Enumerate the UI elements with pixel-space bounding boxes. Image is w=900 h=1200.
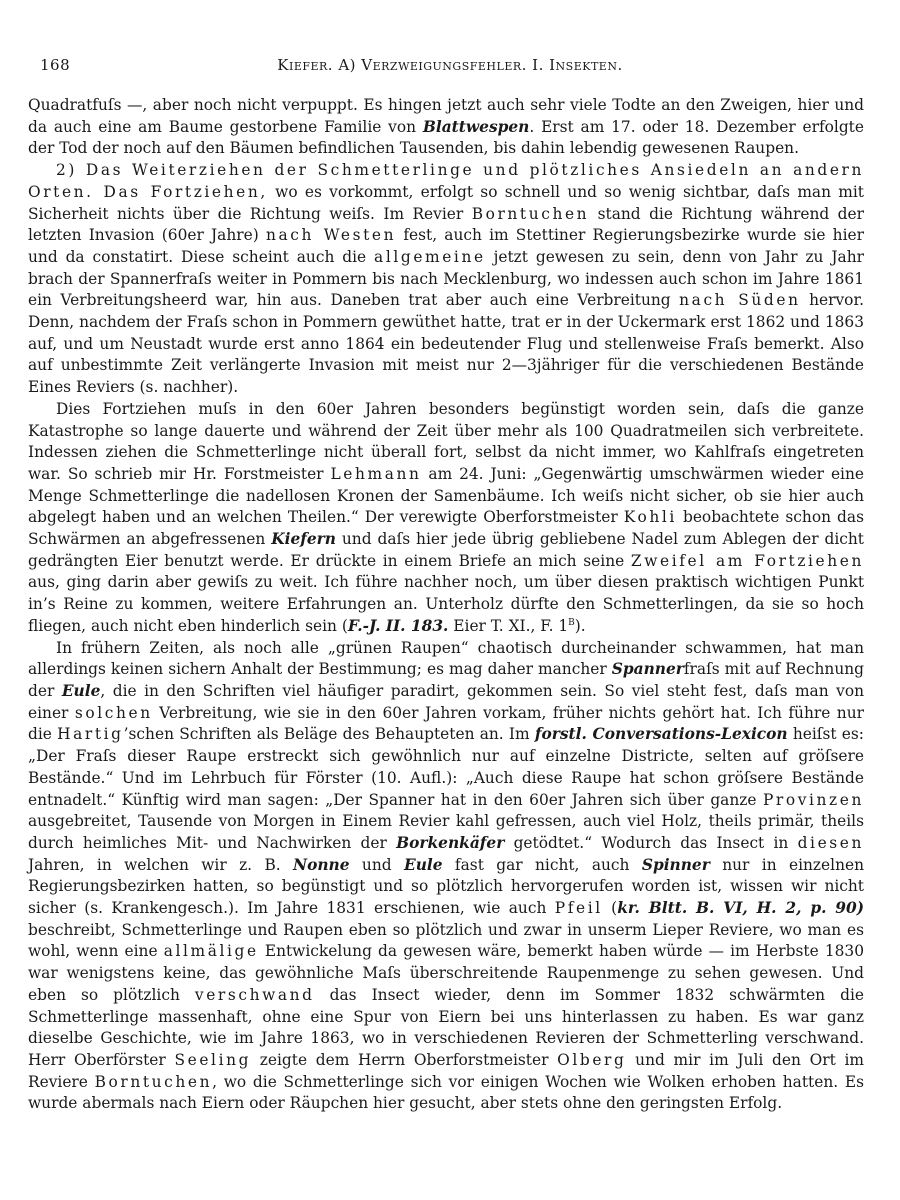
spaced-text: Pfeil [554, 899, 603, 918]
emphasis: Nonne [293, 855, 350, 874]
text-run: Quadratfuſs —, aber noch nicht verpuppt. Es hingen jetzt auch sehr viele Todte an den Zweigen, hier und da auch eine am Baume gestorbene Familie von [28, 96, 864, 136]
text-run: Eier T. XI., F. 1 [448, 616, 569, 635]
text-run: , die in den Schriften viel häufiger paradirt, gekommen sein. So viel steht fest, daſs man von einer [28, 681, 864, 722]
emphasis: Blattwespen [422, 117, 530, 136]
text-run: ). [574, 616, 586, 635]
text-run: heiſst es: „Der Fraſs dieser Raupe erstreckt sich gewöhnlich nur auf einzelne Districte, selten auf gröſsere Bestände.“ Und im Lehrbuch für Förster (10. Aufl.): „Auch diese Raupe hat schon gröſsere Bestände entnadelt.“ Künftig wird man sagen: „Der Spanner hat in den 60er Jahren sich über ganze [28, 725, 864, 809]
emphasis: Kiefern [271, 530, 336, 549]
body-text [28, 95, 864, 1115]
spaced-text: Provinzen [762, 790, 864, 809]
running-title: Kiefer. A) Verzweigungsfehler. I. Insekten. [277, 56, 623, 74]
text-run: fest, auch im Stettiner Regierungsbezirke wurde sie hier und da constatirt. Diese scheint auch die [28, 226, 864, 266]
text-run: aus, ging darin aber gewiſs zu weit. Ich führe nachher noch, um über diesen praktisch wichtigen Punkt in’s Reine zu kommen, weitere Erfahrungen an. Unterholz dürfte den Schmetterlingen, da sie so hoch fliegen, auch nicht eben hinderlich sein ( [28, 573, 864, 635]
text-run: das Insect wieder, denn im Sommer 1832 schwärmten die Schmetterlinge massenhaft, ohne eine Spur von Eiern bei uns hinterlassen zu haben. Es war ganz dieselbe Geschichte, wie im Jahre 1863, wo in verschiedenen Revieren der Schmetterling verschwand. Herr Oberförster [28, 985, 864, 1069]
text-run: getödtet.“ Wodurch das Insect in [504, 833, 798, 852]
spaced-text: verschwand [194, 985, 315, 1004]
emphasis: Eule [61, 681, 101, 700]
spaced-text: diesen [797, 833, 864, 852]
text-run: und [349, 855, 404, 874]
spaced-text: Olberg [557, 1050, 627, 1069]
text-run: In frühern Zeiten, als noch alle „grünen Raupen“ chaotisch durcheinander schwammen, hat man allerdings keinen sichern Anhalt der Bestimmung; es mag daher mancher [28, 638, 864, 679]
spaced-text: Kohli [623, 508, 677, 527]
emphasis: Eule [403, 855, 443, 874]
spaced-text: nach Westen [265, 226, 397, 245]
spaced-text: 2) Das Weiterziehen der Schmetterlinge und plötzliches Ansiedeln an andern Orten. Das Fortziehen, [28, 161, 864, 201]
spaced-text: solchen [74, 703, 153, 722]
text-run: ( [602, 899, 618, 918]
superscript: B [568, 617, 575, 628]
text-run: Jahren, in welchen wir z. B. [28, 855, 294, 874]
emphasis: kr. Bltt. B. VI, H. 2, p. 90) [617, 899, 864, 918]
spaced-text: allmälige [163, 942, 259, 961]
emphasis: F.-J. II. 183. [347, 616, 449, 635]
text-run: Entwickelung da gewesen wäre, bemerkt haben würde — im Herbste 1830 war wenigstens keine, das gewöhnliche Maſs überschreitende Raupenmenge zu sehen gewesen. Und eben so plötzlich [28, 942, 864, 1004]
text-run: , wo die Schmetterlinge sich vor einigen Wochen wie Wolken erhoben hatten. Es wurde abermals nach Eiern oder Räupchen hier gesucht, aber stets ohne den geringsten Erfolg. [28, 1072, 864, 1113]
text-run: fraſs mit auf Rechnung der [28, 660, 864, 700]
spaced-text: allgemeine [374, 247, 486, 266]
text-run: und daſs hier jede übrig gebliebene Nadel zum Ablegen der dicht gedrängten Eier benutzt werde. Er drückte in einem Briefe an mich seine [28, 530, 864, 570]
paragraph-3 [28, 399, 864, 638]
page-number: 168 [40, 56, 71, 74]
text-run: hervor. Denn, nachdem der Fraſs schon in Pommern gewüthet hatte, trat er in der Uckermark erst 1862 und 1863 auf, und um Neustadt wurde erst anno 1864 ein bedeutender Flug und stellenweise Fraſs bemerkt. Also auf unbestimmte Zeit verlängerte Invasion mit meist nur 2—3jähriger für die verschiedenen Bestände Eines Reviers (s. nachher). [28, 291, 864, 397]
spaced-text: Seeling [174, 1050, 252, 1069]
text-run: Dies Fortziehen muſs in den 60er Jahren besonders begünstigt worden sein, daſs die ganze Katastrophe so lange dauerte und während der Zeit über mehr als 100 Quadratmeilen sich verbreitete. Indessen ziehen die Schmetterlinge nicht überall fort, selbst da nicht immer, wo Kahlfraſs eingetreten war. So schrieb mir Hr. Forstmeister [28, 399, 864, 483]
spaced-text: Borntuchen [94, 1072, 213, 1091]
paragraph-4 [28, 638, 864, 1115]
emphasis: Borkenkäfer [396, 833, 505, 852]
spaced-text: Borntuchen [471, 204, 590, 223]
text-run: wo es vorkommt, erfolgt so schnell und so wenig sichtbar, daſs man mit Sicherheit nichts über die Richtung weiſs. Im Revier [28, 182, 864, 223]
text-run: fast gar nicht, auch [442, 855, 642, 874]
emphasis: Spanner [611, 660, 684, 679]
spaced-text: nach Süden [679, 291, 801, 310]
text-run: beobachtete schon das Schwärmen an abgefressenen [28, 508, 864, 549]
emphasis: Spinner [641, 855, 710, 874]
text-run: stand die Richtung während der letzten Invasion (60er Jahre) [28, 204, 864, 245]
text-run: . Erst am 17. oder 18. Dezember erfolgte der Tod der noch auf den Bäumen befindlichen Tausenden, bis dahin lebendig gewesenen Raupen. [28, 117, 864, 158]
text-run: beschreibt, Schmetterlinge und Raupen eben so plötzlich und zwar in unserm Lieper Reviere, wo man es wohl, wenn eine [28, 920, 864, 961]
text-run: ’schen Schriften als Beläge des Behaupteten an. Im [123, 725, 535, 744]
emphasis: forstl. Conversations-Lexicon [534, 725, 788, 744]
spaced-text: Hartig [57, 725, 124, 744]
paragraph-2 [28, 160, 864, 399]
text-run: am 24. Juni: „Gegenwärtig umschwärmen wieder eine Menge Schmetterlinge die nadellosen Kronen der Samenbäume. Ich weiſs nicht sicher, ob sie hier auch abgelegt haben und an welchen Theilen.“ Der verewigte Oberforstmeister [28, 464, 864, 527]
running-head [40, 56, 860, 80]
text-run: Verbreitung, wie sie in den 60er Jahren vorkam, früher nichts gehört hat. Ich führe nur die [28, 703, 864, 744]
paragraph-1 [28, 95, 864, 160]
text-run: ausgebreitet, Tausende von Morgen in Einem Revier kahl gefressen, auch viel Holz, theils primär, theils durch heimliches Mit- und Nachwirken der [28, 812, 864, 852]
spaced-text: Zweifel am Fortziehen [630, 551, 864, 570]
text-run: jetzt gewesen zu sein, denn von Jahr zu Jahr brach der Spannerfraſs weiter in Pommern bis nach Mecklenburg, wo indessen auch schon im Jahre 1861 ein Verbreitungsheerd war, hin aus. Daneben trat aber auch eine Verbreitung [28, 247, 864, 310]
spaced-text: Lehmann [330, 464, 422, 483]
text-run: zeigte dem Herrn Oberforstmeister [251, 1050, 558, 1069]
text-run: und mir im Juli den Ort im Reviere [28, 1050, 864, 1091]
text-run: nur in einzelnen Regierungsbezirken hatten, so begünstigt und so plötzlich hervorgerufen worden ist, wissen wir nicht sicher (s. Krankengesch.). Im Jahre 1831 erschienen, wie auch [28, 855, 864, 918]
